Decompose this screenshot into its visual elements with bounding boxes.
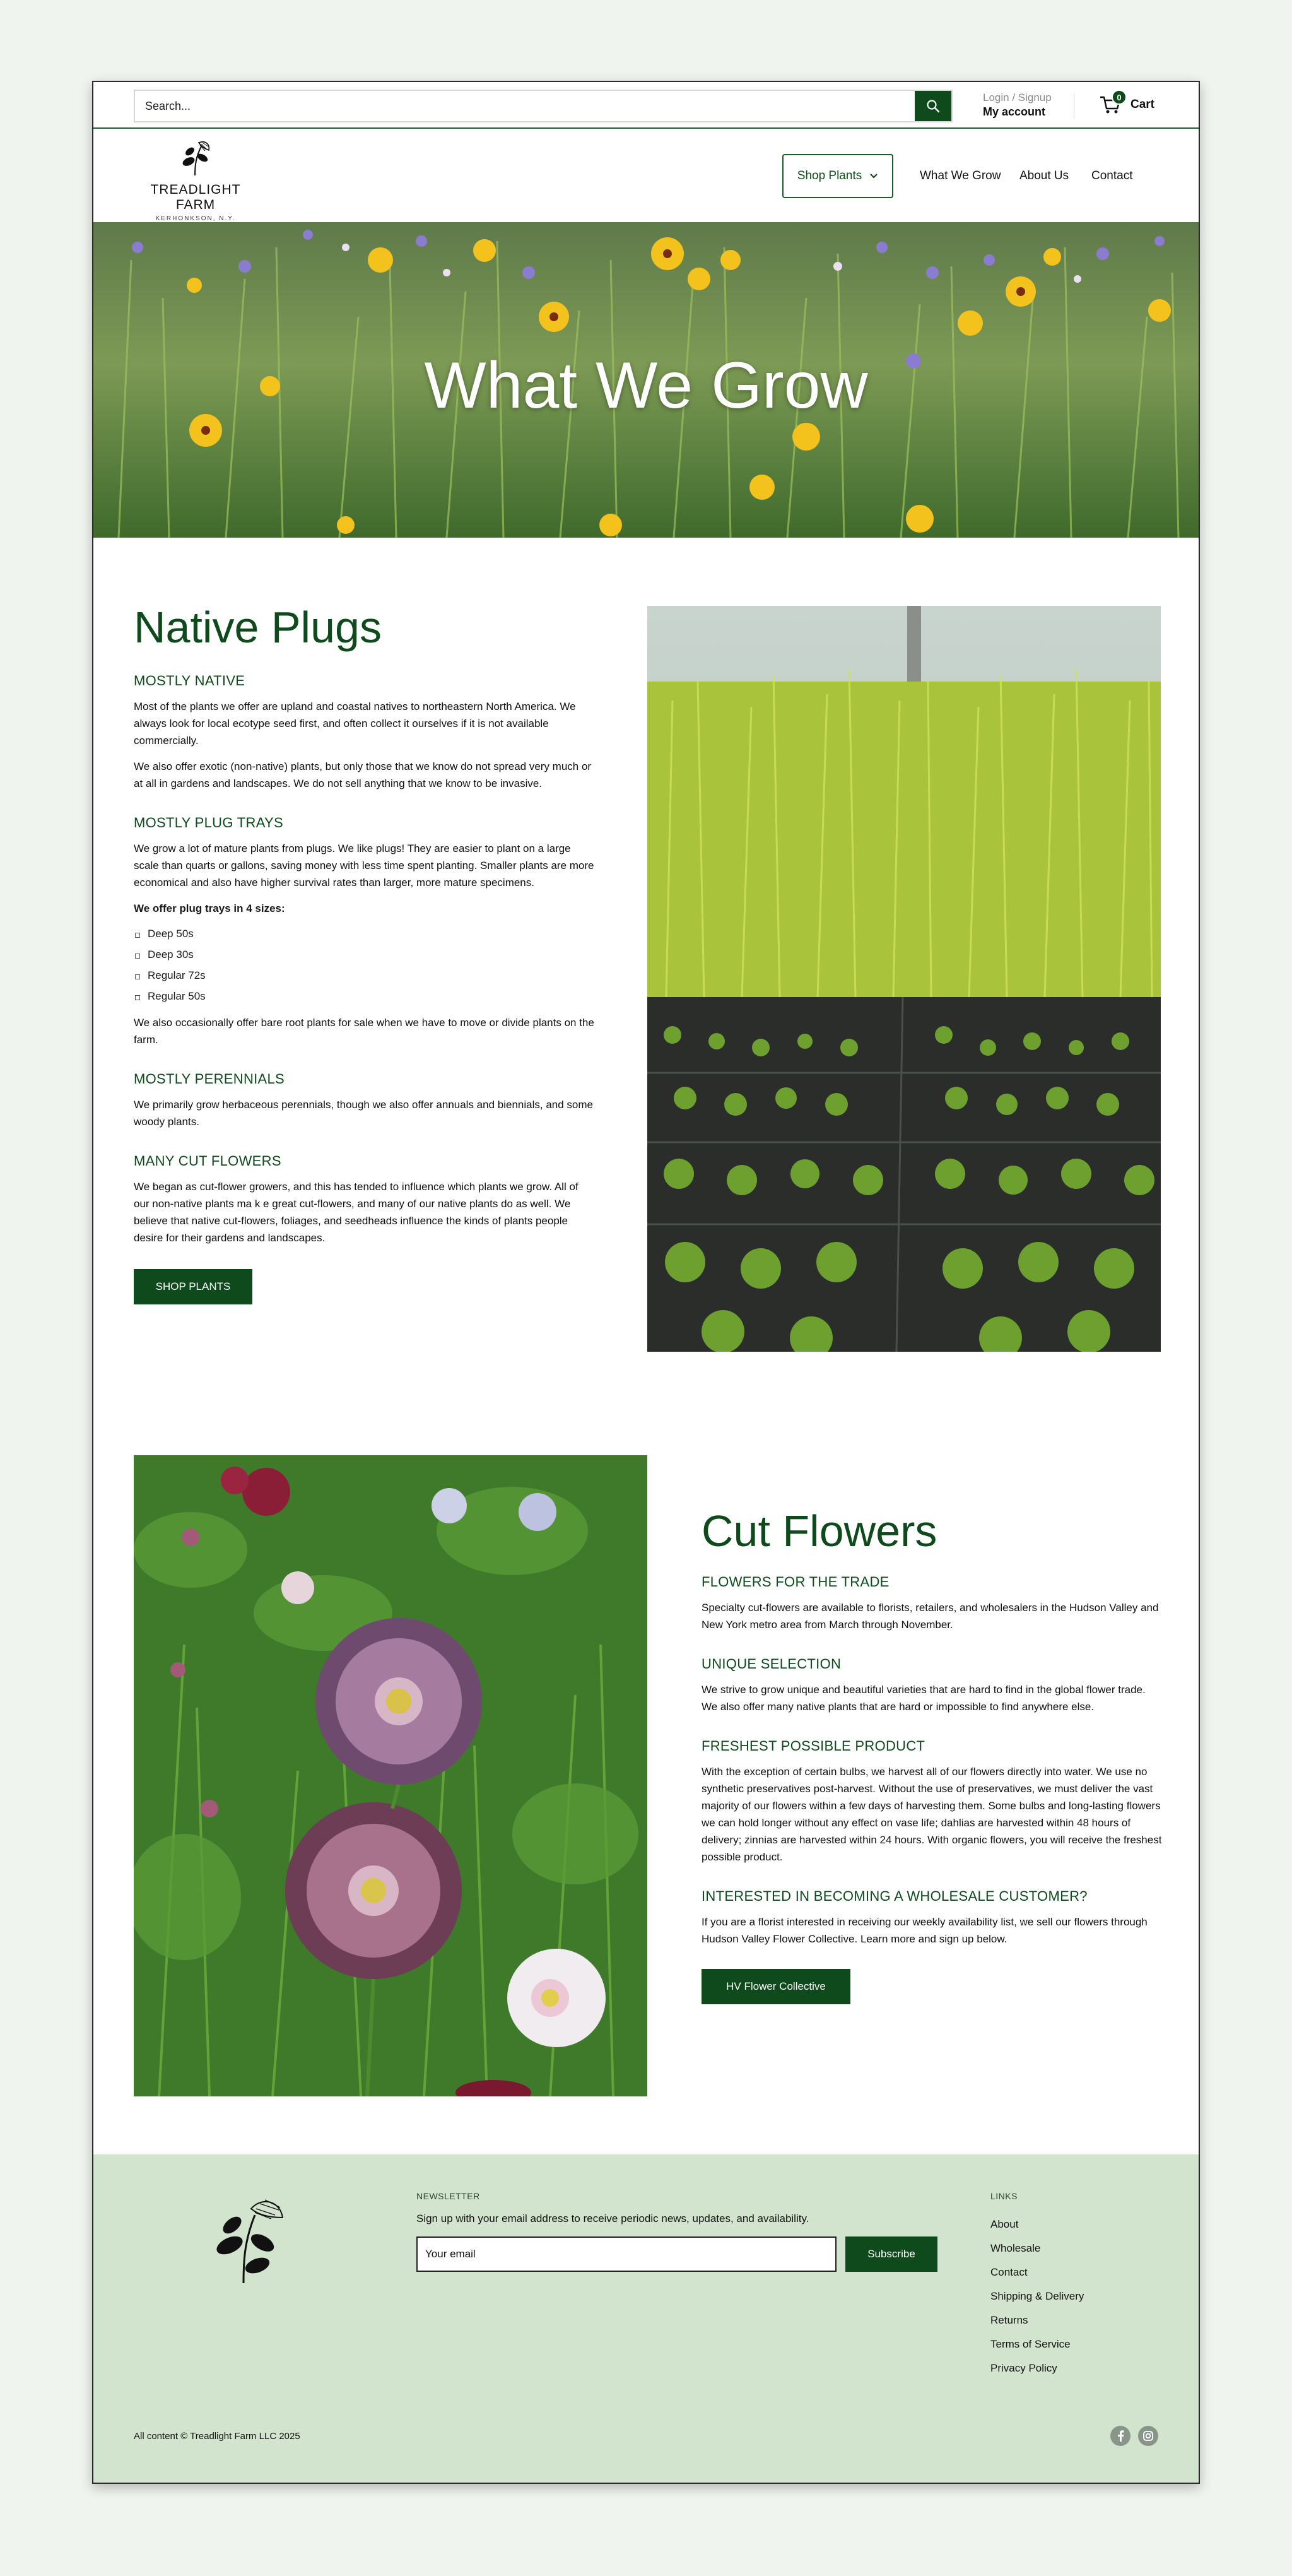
footer-logo-icon[interactable] bbox=[199, 2190, 294, 2284]
cut-flowers-title: Cut Flowers bbox=[702, 1506, 937, 1556]
newsletter-form bbox=[416, 2236, 937, 2272]
footer-link-contact[interactable]: Contact bbox=[990, 2266, 1028, 2278]
nav-shop-plants-label: Shop Plants bbox=[797, 169, 862, 182]
top-bar bbox=[93, 82, 1199, 129]
site-logo[interactable] bbox=[134, 139, 257, 222]
hv-flower-collective-button[interactable]: HV Flower Collective bbox=[702, 1969, 850, 2004]
unique-selection-heading: UNIQUE SELECTION bbox=[702, 1656, 842, 1672]
page-frame bbox=[92, 81, 1200, 2484]
freshest-product-heading: FRESHEST POSSIBLE PRODUCT bbox=[702, 1738, 925, 1754]
newsletter-text: Sign up with your email address to receive periodic news, updates, and availability. bbox=[416, 2213, 809, 2224]
nav-about-us[interactable]: About Us bbox=[1019, 169, 1069, 182]
search-button[interactable] bbox=[915, 91, 951, 121]
hero-title: What We Grow bbox=[424, 349, 868, 422]
poppies-image bbox=[134, 1455, 647, 2096]
newsletter-label: NEWSLETTER bbox=[416, 2191, 480, 2201]
site-footer bbox=[93, 2154, 1199, 2484]
cart-link[interactable] bbox=[1099, 92, 1155, 115]
native-plugs-title: Native Plugs bbox=[134, 603, 382, 652]
plug-tray-sizes-list bbox=[134, 923, 594, 1007]
hero-banner bbox=[93, 222, 1199, 538]
plug-trays-text-1: We grow a lot of mature plants from plugs. We like plugs! They are easier to plant on a large scale than quarts or gallons, saving money with less time spent planting. Smaller plants are more economical and also have higher survival rates than larger, more mature specimens. bbox=[134, 842, 594, 889]
email-field[interactable] bbox=[416, 2236, 837, 2272]
search-icon bbox=[926, 99, 940, 113]
plug-trays-text-2: We also occasionally offer bare root plants for sale when we have to move or divide plants on the farm. bbox=[134, 1017, 594, 1046]
footer-link-privacy[interactable]: Privacy Policy bbox=[990, 2362, 1057, 2374]
subscribe-button[interactable]: Subscribe bbox=[845, 2236, 937, 2272]
site-header bbox=[93, 130, 1199, 222]
nav-contact[interactable]: Contact bbox=[1091, 169, 1133, 182]
chevron-down-icon bbox=[869, 173, 878, 179]
nav-shop-plants[interactable] bbox=[782, 154, 893, 198]
flowers-for-trade-heading: FLOWERS FOR THE TRADE bbox=[702, 1574, 890, 1590]
footer-link-about[interactable]: About bbox=[990, 2218, 1019, 2230]
account-link[interactable] bbox=[983, 91, 1052, 119]
logo-location: KERHONKSON, N.Y. bbox=[155, 215, 236, 222]
flowers-for-trade-text: Specialty cut-flowers are available to florists, retailers, and wholesalers in the Hudson Valley and New York metro area from March through November. bbox=[702, 1602, 1159, 1631]
cart-count-badge: 0 bbox=[1112, 90, 1127, 105]
cart-label[interactable]: Cart bbox=[1130, 98, 1155, 111]
wholesale-text: If you are a florist interested in receiving our weekly availability list, we sell our flowers through Hudson Valley Flower Collective. Learn more and sign up below. bbox=[702, 1916, 1148, 1945]
login-signup-label[interactable]: Login / Signup bbox=[983, 92, 1052, 103]
perennials-text: We primarily grow herbaceous perennials, though we also offer annuals and biennials, and some woody plants. bbox=[134, 1099, 593, 1128]
cut-flowers-heading: MANY CUT FLOWERS bbox=[134, 1153, 281, 1169]
footer-link-wholesale[interactable]: Wholesale bbox=[990, 2242, 1041, 2254]
newsletter-block bbox=[416, 2191, 937, 2272]
logo-plant-icon bbox=[173, 139, 218, 177]
search-box bbox=[134, 90, 953, 122]
search-input[interactable] bbox=[135, 91, 916, 121]
mostly-native-heading: MOSTLY NATIVE bbox=[134, 673, 245, 688]
list-item: Regular 50s bbox=[134, 986, 594, 1007]
my-account-label[interactable]: My account bbox=[983, 105, 1046, 118]
logo-name: TREADLIGHT FARM bbox=[150, 182, 241, 212]
plug-trays-heading: MOSTLY PLUG TRAYS bbox=[134, 815, 283, 830]
cut-flowers-section bbox=[702, 1506, 1162, 2004]
plug-trays-photo bbox=[647, 606, 1161, 1352]
links-label: LINKS bbox=[990, 2191, 1018, 2201]
footer-link-returns[interactable]: Returns bbox=[990, 2314, 1028, 2326]
copyright: All content © Treadlight Farm LLC 2025 bbox=[134, 2431, 300, 2442]
freshest-product-text: With the exception of certain bulbs, we harvest all of our flowers directly into water. We use no synthetic preservatives post-harvest. Without the use of preservatives, we must deliver the vast majority of our flowers within a few days of harvesting them. Some bulbs and long-lasting flowers we can hold longer without any effect on vase life; dahlias are harvested within 48 hours of delivery; zinnias are harvested within 24 hours. With organic flowers, you will receive the freshest possible product. bbox=[702, 1766, 1162, 1863]
footer-link-shipping[interactable]: Shipping & Delivery bbox=[990, 2290, 1084, 2302]
wholesale-heading: INTERESTED IN BECOMING A WHOLESALE CUSTOMER? bbox=[702, 1888, 1088, 1904]
perennials-heading: MOSTLY PERENNIALS bbox=[134, 1071, 285, 1087]
list-item: Regular 72s bbox=[134, 965, 594, 986]
footer-links bbox=[990, 2191, 1084, 2380]
plug-trays-image bbox=[647, 606, 1161, 1352]
plug-trays-sizes-label: We offer plug trays in 4 sizes: bbox=[134, 902, 285, 914]
mostly-native-text-1: Most of the plants we offer are upland and coastal natives to northeastern North America. We always look for local ecotype seed first, and often collect it ourselves if it is not available commercially. bbox=[134, 700, 576, 747]
unique-selection-text: We strive to grow unique and beautiful varieties that are hard to find in the global flower trade. We also offer many native plants that are hard or impossible to find anywhere else. bbox=[702, 1684, 1146, 1713]
poppies-photo bbox=[134, 1455, 647, 2096]
nav-what-we-grow[interactable]: What We Grow bbox=[920, 169, 1001, 182]
native-plugs-section bbox=[134, 602, 594, 1304]
footer-link-terms[interactable]: Terms of Service bbox=[990, 2338, 1071, 2350]
social-links bbox=[1110, 2426, 1158, 2446]
cut-flowers-text: We began as cut-flower growers, and this has tended to influence which plants we grow. All of our non-native plants ma k e great cut-flowers, and many of our native plants do as well. We believe that native cut-flowers, foliages, and seedheads influence the kinds of plants people desire for their gardens and landscapes. bbox=[134, 1181, 578, 1244]
instagram-icon[interactable] bbox=[1138, 2426, 1158, 2446]
facebook-icon[interactable] bbox=[1110, 2426, 1130, 2446]
shop-plants-button[interactable]: SHOP PLANTS bbox=[134, 1269, 252, 1304]
mostly-native-text-2: We also offer exotic (non-native) plants, but only those that we know do not spread very much or at all in gardens and landscapes. We do not sell anything that we know to be invasive. bbox=[134, 760, 592, 789]
list-item: Deep 30s bbox=[134, 944, 594, 965]
list-item: Deep 50s bbox=[134, 923, 594, 944]
